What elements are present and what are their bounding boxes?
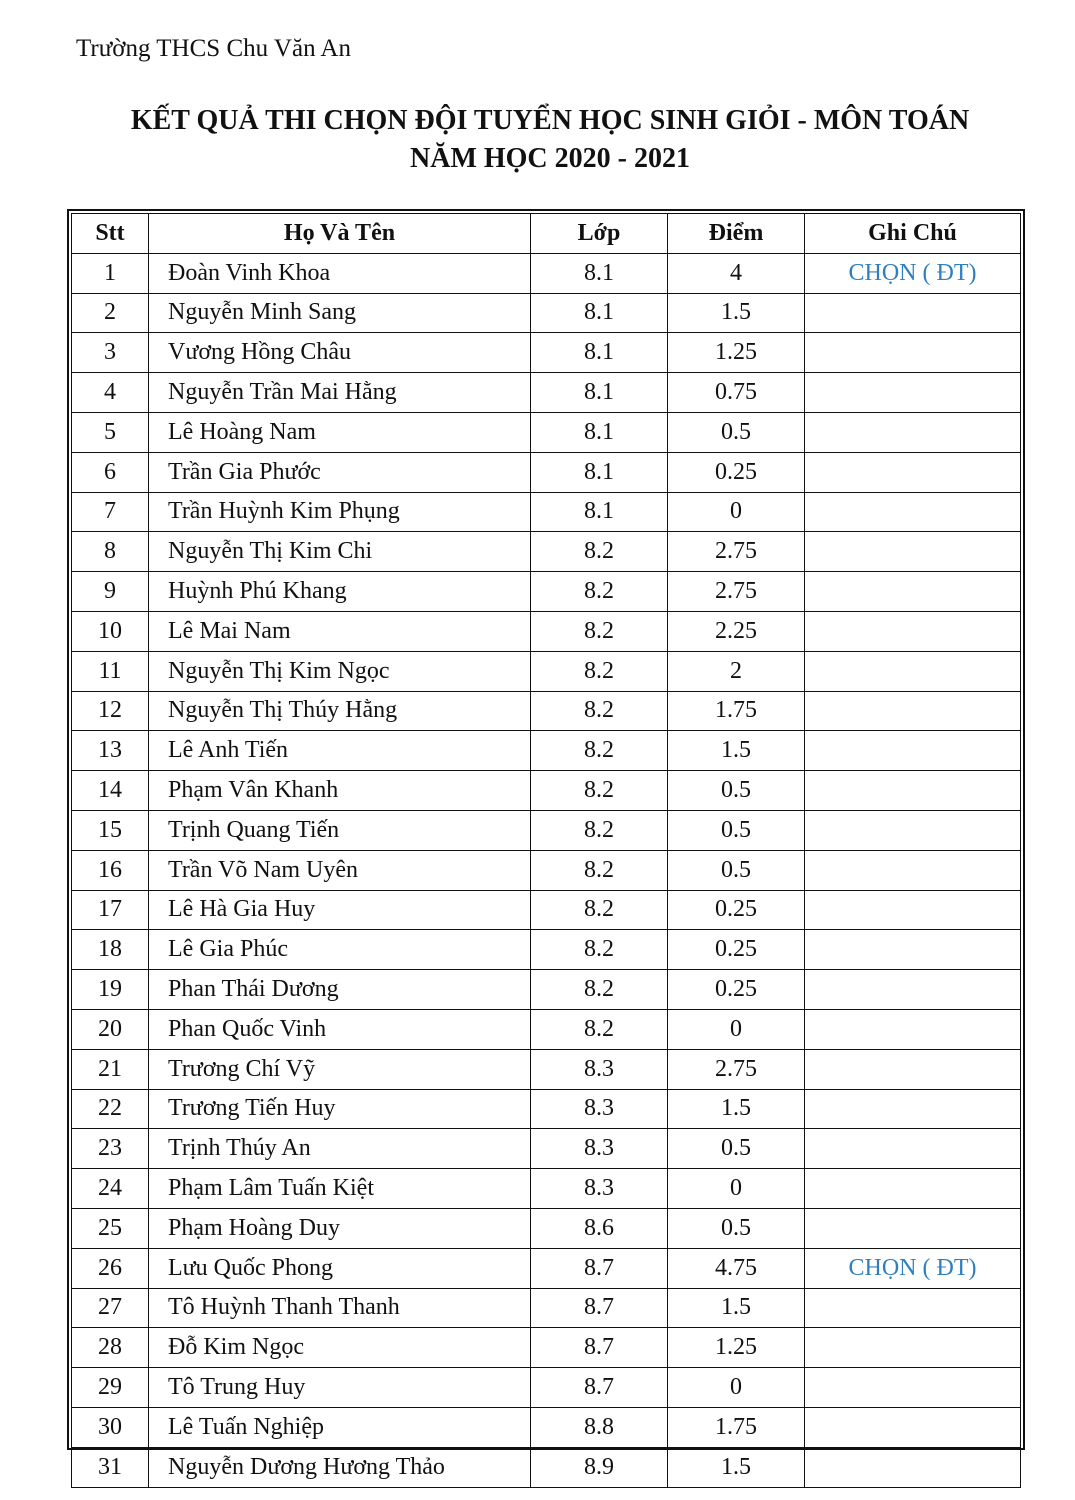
cell-score: 2.25 — [668, 611, 805, 651]
cell-class: 8.7 — [531, 1328, 668, 1368]
cell-note — [805, 731, 1021, 771]
cell-note — [805, 1328, 1021, 1368]
cell-student-name: Phạm Hoàng Duy — [149, 1208, 531, 1248]
cell-note — [805, 1049, 1021, 1089]
cell-student-name: Trương Chí Vỹ — [149, 1049, 531, 1089]
cell-note — [805, 890, 1021, 930]
cell-class: 8.3 — [531, 1169, 668, 1209]
cell-class: 8.7 — [531, 1368, 668, 1408]
cell-score: 4.75 — [668, 1248, 805, 1288]
table-row — [72, 373, 1021, 413]
cell-score: 1.75 — [668, 1407, 805, 1447]
results-table — [71, 213, 1021, 1488]
table-row — [72, 492, 1021, 532]
cell-score: 0.25 — [668, 970, 805, 1010]
cell-student-name: Vương Hồng Châu — [149, 333, 531, 373]
cell-class: 8.1 — [531, 492, 668, 532]
table-row — [72, 1129, 1021, 1169]
cell-stt: 31 — [72, 1447, 149, 1487]
cell-stt: 21 — [72, 1049, 149, 1089]
cell-score: 4 — [668, 253, 805, 293]
cell-stt: 22 — [72, 1089, 149, 1129]
cell-class: 8.3 — [531, 1089, 668, 1129]
cell-stt: 13 — [72, 731, 149, 771]
cell-class: 8.1 — [531, 412, 668, 452]
cell-student-name: Trần Gia Phước — [149, 452, 531, 492]
cell-score: 1.5 — [668, 1089, 805, 1129]
table-row — [72, 572, 1021, 612]
results-table-frame — [67, 209, 1025, 1480]
table-row — [72, 532, 1021, 572]
table-row — [72, 1049, 1021, 1089]
cell-student-name: Lê Mai Nam — [149, 611, 531, 651]
table-row — [72, 1208, 1021, 1248]
cell-note — [805, 611, 1021, 651]
cell-student-name: Phạm Vân Khanh — [149, 771, 531, 811]
column-header-class: Lớp — [531, 214, 668, 254]
cell-stt: 17 — [72, 890, 149, 930]
cell-student-name: Đoàn Vinh Khoa — [149, 253, 531, 293]
table-row — [72, 253, 1021, 293]
cell-note — [805, 810, 1021, 850]
cell-student-name: Lê Hoàng Nam — [149, 412, 531, 452]
cell-student-name: Nguyễn Dương Hương Thảo — [149, 1447, 531, 1487]
cell-class: 8.3 — [531, 1129, 668, 1169]
table-row — [72, 1447, 1021, 1487]
cell-student-name: Nguyễn Minh Sang — [149, 293, 531, 333]
cell-note — [805, 1009, 1021, 1049]
cell-stt: 7 — [72, 492, 149, 532]
table-row — [72, 1169, 1021, 1209]
cell-class: 8.2 — [531, 572, 668, 612]
cell-note — [805, 1089, 1021, 1129]
document-title: KẾT QUẢ THI CHỌN ĐỘI TUYỂN HỌC SINH GIỎI - MÔN TOÁN — [130, 105, 970, 136]
table-row — [72, 1248, 1021, 1288]
cell-stt: 9 — [72, 572, 149, 612]
cell-stt: 30 — [72, 1407, 149, 1447]
column-header-stt: Stt — [72, 214, 149, 254]
table-row — [72, 412, 1021, 452]
cell-note — [805, 771, 1021, 811]
cell-class: 8.1 — [531, 253, 668, 293]
cell-score: 2 — [668, 651, 805, 691]
cell-note — [805, 492, 1021, 532]
table-row — [72, 810, 1021, 850]
cell-student-name: Trần Huỳnh Kim Phụng — [149, 492, 531, 532]
cell-stt: 19 — [72, 970, 149, 1010]
column-header-name: Họ Và Tên — [149, 214, 531, 254]
table-row — [72, 970, 1021, 1010]
cell-score: 2.75 — [668, 1049, 805, 1089]
cell-student-name: Nguyễn Thị Kim Chi — [149, 532, 531, 572]
cell-stt: 16 — [72, 850, 149, 890]
cell-class: 8.2 — [531, 890, 668, 930]
cell-student-name: Huỳnh Phú Khang — [149, 572, 531, 612]
table-row — [72, 1368, 1021, 1408]
cell-stt: 8 — [72, 532, 149, 572]
cell-class: 8.2 — [531, 970, 668, 1010]
cell-student-name: Nguyễn Thị Kim Ngọc — [149, 651, 531, 691]
cell-score: 1.25 — [668, 333, 805, 373]
cell-student-name: Phan Quốc Vinh — [149, 1009, 531, 1049]
cell-score: 0 — [668, 1368, 805, 1408]
table-row — [72, 890, 1021, 930]
table-row — [72, 333, 1021, 373]
cell-note — [805, 930, 1021, 970]
table-row — [72, 611, 1021, 651]
cell-score: 0 — [668, 1009, 805, 1049]
cell-score: 1.25 — [668, 1328, 805, 1368]
cell-score: 0.5 — [668, 810, 805, 850]
cell-class: 8.7 — [531, 1288, 668, 1328]
cell-stt: 27 — [72, 1288, 149, 1328]
cell-note — [805, 1407, 1021, 1447]
cell-class: 8.1 — [531, 452, 668, 492]
cell-score: 0 — [668, 1169, 805, 1209]
cell-score: 1.5 — [668, 731, 805, 771]
cell-note — [805, 1447, 1021, 1487]
cell-student-name: Nguyễn Trần Mai Hằng — [149, 373, 531, 413]
cell-student-name: Lê Hà Gia Huy — [149, 890, 531, 930]
cell-class: 8.1 — [531, 373, 668, 413]
cell-score: 0.5 — [668, 850, 805, 890]
cell-class: 8.2 — [531, 651, 668, 691]
table-row — [72, 1009, 1021, 1049]
cell-student-name: Trương Tiến Huy — [149, 1089, 531, 1129]
cell-class: 8.2 — [531, 532, 668, 572]
cell-stt: 6 — [72, 452, 149, 492]
cell-student-name: Nguyễn Thị Thúy Hằng — [149, 691, 531, 731]
table-row — [72, 691, 1021, 731]
table-row — [72, 850, 1021, 890]
cell-note — [805, 850, 1021, 890]
cell-student-name: Lê Anh Tiến — [149, 731, 531, 771]
cell-note — [805, 293, 1021, 333]
cell-note — [805, 1368, 1021, 1408]
cell-score: 0.5 — [668, 1208, 805, 1248]
cell-stt: 23 — [72, 1129, 149, 1169]
cell-class: 8.2 — [531, 930, 668, 970]
cell-stt: 5 — [72, 412, 149, 452]
table-row — [72, 1407, 1021, 1447]
cell-note: CHỌN ( ĐT) — [805, 1248, 1021, 1288]
cell-note — [805, 333, 1021, 373]
cell-score: 1.5 — [668, 1288, 805, 1328]
table-row — [72, 651, 1021, 691]
cell-class: 8.2 — [531, 731, 668, 771]
cell-note — [805, 970, 1021, 1010]
cell-class: 8.2 — [531, 691, 668, 731]
cell-stt: 26 — [72, 1248, 149, 1288]
cell-student-name: Đỗ Kim Ngọc — [149, 1328, 531, 1368]
cell-class: 8.2 — [531, 611, 668, 651]
cell-note — [805, 651, 1021, 691]
cell-student-name: Tô Trung Huy — [149, 1368, 531, 1408]
cell-note — [805, 373, 1021, 413]
cell-note — [805, 1208, 1021, 1248]
table-row — [72, 452, 1021, 492]
cell-score: 1.75 — [668, 691, 805, 731]
cell-score: 0.25 — [668, 452, 805, 492]
cell-student-name: Lê Tuấn Nghiệp — [149, 1407, 531, 1447]
cell-note — [805, 532, 1021, 572]
cell-student-name: Trịnh Quang Tiến — [149, 810, 531, 850]
table-row — [72, 293, 1021, 333]
cell-note — [805, 452, 1021, 492]
cell-class: 8.7 — [531, 1248, 668, 1288]
cell-stt: 2 — [72, 293, 149, 333]
cell-note — [805, 412, 1021, 452]
cell-score: 0.25 — [668, 930, 805, 970]
table-row — [72, 1328, 1021, 1368]
cell-class: 8.9 — [531, 1447, 668, 1487]
cell-note — [805, 1169, 1021, 1209]
cell-student-name: Lưu Quốc Phong — [149, 1248, 531, 1288]
cell-note: CHỌN ( ĐT) — [805, 253, 1021, 293]
table-row — [72, 930, 1021, 970]
cell-stt: 18 — [72, 930, 149, 970]
cell-score: 1.5 — [668, 1447, 805, 1487]
cell-student-name: Trịnh Thúy An — [149, 1129, 531, 1169]
cell-score: 0.5 — [668, 771, 805, 811]
table-row — [72, 771, 1021, 811]
cell-stt: 11 — [72, 651, 149, 691]
cell-class: 8.6 — [531, 1208, 668, 1248]
cell-score: 1.5 — [668, 293, 805, 333]
table-row — [72, 1288, 1021, 1328]
cell-student-name: Trần Võ Nam Uyên — [149, 850, 531, 890]
cell-stt: 20 — [72, 1009, 149, 1049]
cell-note — [805, 1288, 1021, 1328]
cell-stt: 1 — [72, 253, 149, 293]
cell-student-name: Tô Huỳnh Thanh Thanh — [149, 1288, 531, 1328]
cell-class: 8.2 — [531, 810, 668, 850]
cell-stt: 25 — [72, 1208, 149, 1248]
school-name: Trường THCS Chu Văn An — [76, 35, 351, 62]
cell-class: 8.1 — [531, 333, 668, 373]
cell-stt: 24 — [72, 1169, 149, 1209]
cell-score: 0 — [668, 492, 805, 532]
cell-stt: 10 — [72, 611, 149, 651]
cell-stt: 4 — [72, 373, 149, 413]
cell-stt: 15 — [72, 810, 149, 850]
document-subtitle-year: NĂM HỌC 2020 - 2021 — [410, 143, 690, 174]
cell-class: 8.2 — [531, 850, 668, 890]
cell-class: 8.2 — [531, 771, 668, 811]
table-row — [72, 1089, 1021, 1129]
cell-score: 0.5 — [668, 412, 805, 452]
cell-stt: 14 — [72, 771, 149, 811]
cell-student-name: Phan Thái Dương — [149, 970, 531, 1010]
cell-class: 8.3 — [531, 1049, 668, 1089]
cell-score: 0.75 — [668, 373, 805, 413]
cell-stt: 3 — [72, 333, 149, 373]
cell-student-name: Lê Gia Phúc — [149, 930, 531, 970]
cell-score: 2.75 — [668, 572, 805, 612]
column-header-score: Điểm — [668, 214, 805, 254]
cell-class: 8.2 — [531, 1009, 668, 1049]
cell-student-name: Phạm Lâm Tuấn Kiệt — [149, 1169, 531, 1209]
cell-note — [805, 1129, 1021, 1169]
cell-class: 8.1 — [531, 293, 668, 333]
cell-score: 0.25 — [668, 890, 805, 930]
cell-stt: 12 — [72, 691, 149, 731]
cell-score: 2.75 — [668, 532, 805, 572]
column-header-note: Ghi Chú — [805, 214, 1021, 254]
cell-score: 0.5 — [668, 1129, 805, 1169]
cell-stt: 29 — [72, 1368, 149, 1408]
cell-note — [805, 691, 1021, 731]
cell-class: 8.8 — [531, 1407, 668, 1447]
cell-stt: 28 — [72, 1328, 149, 1368]
cell-note — [805, 572, 1021, 612]
table-row — [72, 731, 1021, 771]
table-header-row — [72, 214, 1021, 254]
